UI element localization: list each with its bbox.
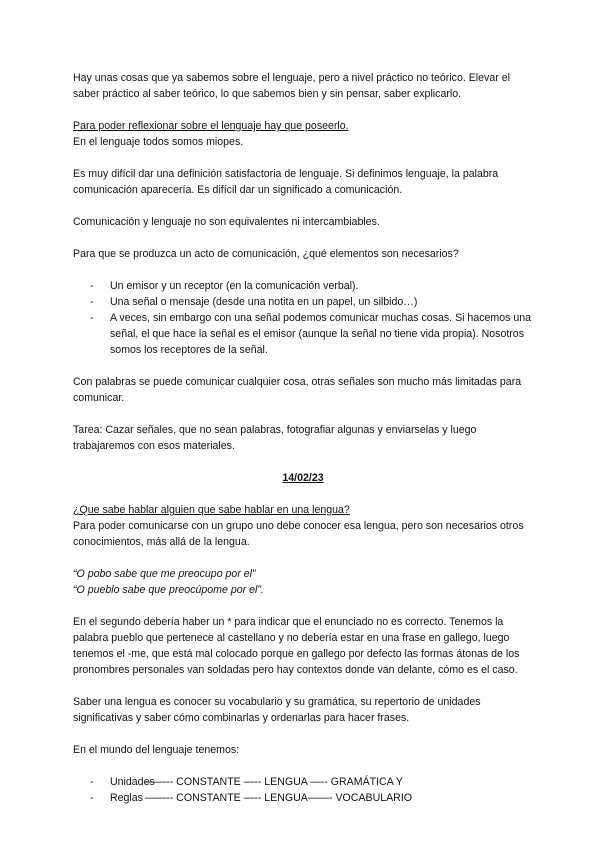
knowledge-paragraph: Para poder comunicarse con un grupo uno debe conocer esa lengua, pero son necesarios otros conocimientos, más allá de la lengua. [73, 520, 524, 548]
list-item: - Un emisor y un receptor (en la comunicación verbal). [90, 278, 533, 294]
list-item: - Una señal o mensaje (desde una notita en un papel, un silbido…) [90, 294, 533, 310]
miopes-paragraph: En el lenguaje todos somos miopes. [73, 136, 244, 148]
section-heading-reflexionar: Para poder reflexionar sobre el lenguaje hay que poseerlo. [73, 120, 349, 132]
list-item [90, 790, 533, 806]
document-body [73, 70, 533, 806]
communication-elements-list [73, 278, 533, 358]
example-sentence-1: “O pobo sabe que me preocupo por el” [73, 568, 256, 580]
example-sentence-2: “O pueblo sabe que preocúpome por el”. [73, 584, 264, 596]
scheme-label: Unidades [110, 776, 155, 788]
scheme-rest: ——-- CONSTANTE —-- LENGUA —-- GRAMÁTICA Y [145, 776, 403, 788]
equivalence-paragraph: Comunicación y lenguaje no son equivalentes ni intercambiables. [73, 216, 380, 228]
intro-paragraph: Hay unas cosas que ya sabemos sobre el lenguaje, pero a nivel práctico no teórico. Elevar el saber práctico al saber teórico, lo que sabemos bien y sin pensar, saber explicarlo. [73, 72, 510, 100]
section-heading-saber-hablar: ¿Que sabe hablar alguien que sabe hablar en una lengua? [73, 504, 350, 516]
scheme-rest: ——-- CONSTANTE —-- LENGUA——- VOCABULARIO [145, 792, 413, 804]
scheme-label: Reglas [110, 792, 143, 804]
explanation-paragraph: En el segundo debería haber un * para indicar que el enunciado no es correcto. Tenemos la palabra pueblo que pertenece al castellano y no debería estar en una frase en gallego, luego tenemos el -me, que está mal colocado porque en gallego por defecto las formas átonas de los pronombres personales van soldadas pero hay contextos donde van delante, cómo es el caso. [73, 616, 520, 676]
words-paragraph: Con palabras se puede comunicar cualquier cosa, otras señales son mucho más limitadas para comunicar. [73, 376, 522, 404]
list-item [90, 774, 533, 790]
scheme-list [73, 774, 533, 806]
date-heading: 14/02/23 [282, 472, 324, 484]
list-item: - A veces, sin embargo con una señal podemos comunicar muchas cosas. Si hacemos una señal, el que hace la señal es el emisor (aunque la señal no tiene vida propia). Nosotros somos los receptores de la señal. [90, 310, 533, 358]
definition-paragraph: Es muy difícil dar una definición satisfactoria de lenguaje. Si definimos lenguaje, la palabra comunicación aparecería. Es difícil dar un significado a comunicación. [73, 168, 499, 196]
task-paragraph: Tarea: Cazar señales, que no sean palabras, fotografiar algunas y enviarselas y luego trabajaremos con esos materiales. [73, 424, 477, 452]
language-knowledge-paragraph: Saber una lengua es conocer su vocabulario y su gramática, su repertorio de unidades significativas y saber cómo combinarlas y ordenarlas para hacer frases. [73, 696, 481, 724]
question-paragraph: Para que se produzca un acto de comunicación, ¿qué elementos son necesarios? [73, 248, 459, 260]
world-paragraph: En el mundo del lenguaje tenemos: [73, 744, 240, 756]
